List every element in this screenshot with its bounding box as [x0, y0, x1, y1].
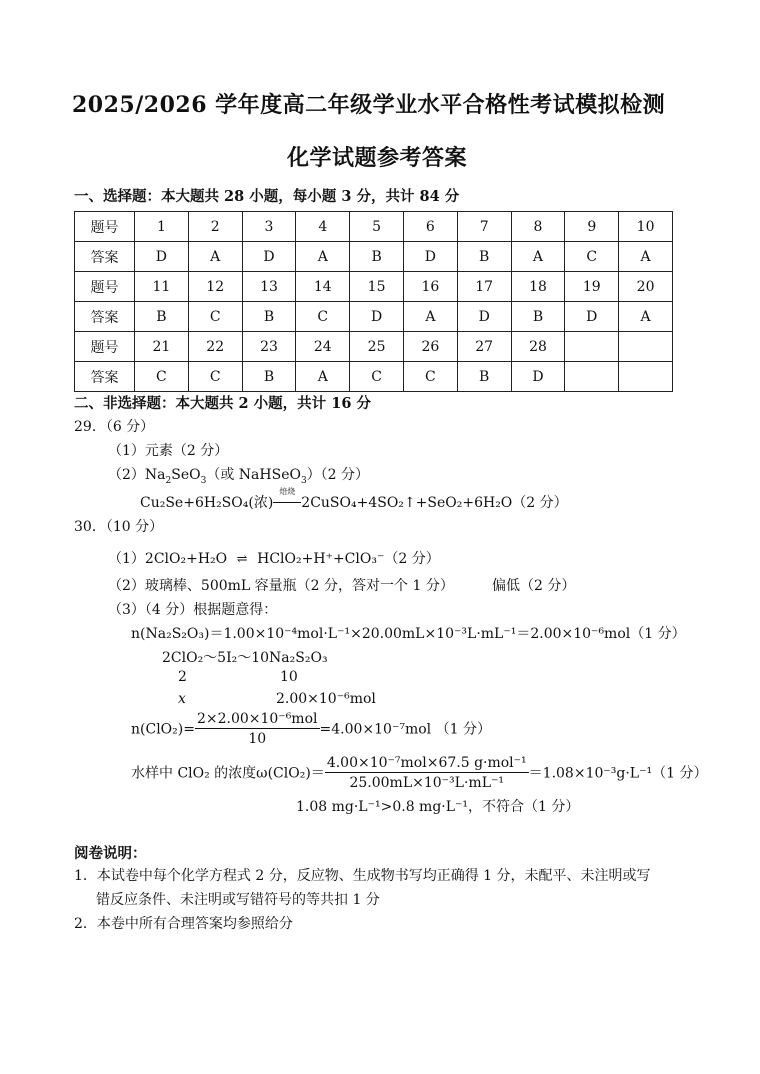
- question-number-cell: 25: [350, 332, 404, 362]
- q29-equation: Cu₂Se+6H₂SO₄(浓) 焙烧 2CuSO₄+4SO₂↑+SeO₂+6H₂O（2 分）: [140, 487, 568, 511]
- question-number-cell: 20: [619, 272, 673, 302]
- q30-part3: （3）（4 分）根据题意得：: [108, 602, 278, 618]
- answer-row: [75, 362, 673, 392]
- q29-part1: （1）元素（2 分）: [108, 443, 229, 459]
- question-number-row: [75, 212, 673, 242]
- answer-cell: B: [242, 302, 296, 332]
- answer-cell: C: [188, 302, 242, 332]
- q30-part1: （1）2ClO₂+H₂O ⇌ HClO₂+H⁺+ClO₃⁻（2 分）: [108, 551, 440, 567]
- answer-cell: A: [403, 302, 457, 332]
- question-number-cell: 3: [242, 212, 296, 242]
- answer-cell: A: [296, 362, 350, 392]
- answer-cell: D: [457, 302, 511, 332]
- question-number-cell: 24: [296, 332, 350, 362]
- calc-known: 2.00×10⁻⁶mol: [276, 691, 376, 707]
- question-number-cell: 10: [619, 212, 673, 242]
- question-number-cell: 13: [242, 272, 296, 302]
- question-number-cell: 11: [135, 272, 189, 302]
- page-title: 2025/2026 学年度高二年级学业水平合格性考试模拟检测: [72, 92, 666, 118]
- question-number-cell: [565, 332, 619, 362]
- answer-cell: C: [350, 362, 404, 392]
- page-subtitle: 化学试题参考答案: [287, 145, 468, 171]
- calc-line-2: 2ClO₂～5I₂～10Na₂S₂O₃: [162, 650, 328, 666]
- answer-cell: D: [135, 242, 189, 272]
- answer-cell: C: [135, 362, 189, 392]
- answer-cell: B: [457, 242, 511, 272]
- question-number-cell: 2: [188, 212, 242, 242]
- answer-cell: A: [511, 242, 565, 272]
- question-number-cell: 28: [511, 332, 565, 362]
- question-number-cell: 12: [188, 272, 242, 302]
- question-number-cell: 27: [457, 332, 511, 362]
- question-number-cell: 4: [296, 212, 350, 242]
- calc-line-5: n(ClO₂)= $\frac{\text{2×2.00×10⁻⁶mol}}{10}$ =4.00×10⁻⁷mol （1 分）: [131, 711, 491, 747]
- q30-heading: 30．（10 分）: [74, 519, 164, 535]
- answer-cell: D: [242, 242, 296, 272]
- note-1b: 错反应条件、未注明或写错符号的等共扣 1 分: [96, 892, 380, 908]
- answer-cell: A: [188, 242, 242, 272]
- notes-heading: 阅卷说明：: [74, 845, 147, 862]
- row-label: 题号: [75, 332, 135, 362]
- question-number-cell: 6: [403, 212, 457, 242]
- section1-heading: 一、选择题：本大题共 28 小题，每小题 3 分，共计 84 分: [74, 188, 460, 205]
- answer-cell: C: [403, 362, 457, 392]
- answer-cell: D: [403, 242, 457, 272]
- calc-unknown: x: [178, 691, 186, 707]
- question-number-cell: 19: [565, 272, 619, 302]
- note-2: 2．本卷中所有合理答案均参照给分: [74, 916, 293, 932]
- q29-part2: $(2)Na_2SeO_3$（或 NaHSeO$_3$）（2 分）: [108, 467, 370, 486]
- answer-cell: A: [619, 302, 673, 332]
- question-number-cell: 14: [296, 272, 350, 302]
- question-number-cell: 15: [350, 272, 404, 302]
- question-number-cell: 1: [135, 212, 189, 242]
- question-number-row: [75, 332, 673, 362]
- row-label: 答案: [75, 362, 135, 392]
- calc-line-1: n(Na₂S₂O₃)＝1.00×10⁻⁴mol·L⁻¹×20.00mL×10⁻³L·mL⁻¹＝2.00×10⁻⁶mol（1 分）: [131, 626, 686, 642]
- question-number-cell: [619, 332, 673, 362]
- question-number-cell: 8: [511, 212, 565, 242]
- question-number-cell: 17: [457, 272, 511, 302]
- answer-cell: B: [457, 362, 511, 392]
- calc-ratio-a: 2: [178, 669, 187, 685]
- q30-part2-answer: 偏低（2 分）: [492, 578, 576, 594]
- answer-cell: [619, 362, 673, 392]
- question-number-cell: 16: [403, 272, 457, 302]
- q29-heading: 29．（6 分）: [74, 419, 155, 435]
- row-label: 答案: [75, 302, 135, 332]
- row-label: 题号: [75, 272, 135, 302]
- answer-cell: D: [565, 302, 619, 332]
- question-number-cell: 26: [403, 332, 457, 362]
- q30-part2: （2）玻璃棒、500mL 容量瓶（2 分，答对一个 1 分）: [108, 578, 454, 594]
- answer-cell: B: [350, 242, 404, 272]
- answer-cell: A: [619, 242, 673, 272]
- calc-line-7: 1.08 mg·L⁻¹>0.8 mg·L⁻¹，不符合（1 分）: [296, 799, 580, 815]
- section2-heading: 二、非选择题：本大题共 2 小题，共计 16 分: [74, 395, 371, 412]
- answer-cell: C: [296, 302, 350, 332]
- question-number-cell: 9: [565, 212, 619, 242]
- question-number-cell: 5: [350, 212, 404, 242]
- answer-row: [75, 302, 673, 332]
- calc-ratio-b: 10: [280, 669, 298, 685]
- answer-cell: C: [188, 362, 242, 392]
- answer-row: [75, 242, 673, 272]
- note-1a: 1．本试卷中每个化学方程式 2 分，反应物、生成物书写均正确得 1 分，未配平、未注明或写: [74, 868, 651, 884]
- question-number-cell: 21: [135, 332, 189, 362]
- answer-cell: D: [511, 362, 565, 392]
- question-number-cell: 7: [457, 212, 511, 242]
- question-number-cell: 23: [242, 332, 296, 362]
- answer-cell: B: [242, 362, 296, 392]
- question-number-cell: 18: [511, 272, 565, 302]
- answer-cell: A: [296, 242, 350, 272]
- calc-line-6: 水样中 ClO₂ 的浓度ω(ClO₂)＝ $\frac{\text{4.00×10⁻⁷mol×67.5 g·mol⁻¹}}{\text{25.00mL×10⁻³L·mL⁻¹}}$ ＝1.08×10⁻³g·L⁻¹（1 分）: [131, 755, 708, 791]
- answer-cell: C: [565, 242, 619, 272]
- answer-cell: [565, 362, 619, 392]
- row-label: 题号: [75, 212, 135, 242]
- answer-cell: B: [135, 302, 189, 332]
- answer-table: [74, 211, 673, 392]
- question-number-row: [75, 272, 673, 302]
- answer-cell: D: [350, 302, 404, 332]
- row-label: 答案: [75, 242, 135, 272]
- question-number-cell: 22: [188, 332, 242, 362]
- answer-cell: B: [511, 302, 565, 332]
